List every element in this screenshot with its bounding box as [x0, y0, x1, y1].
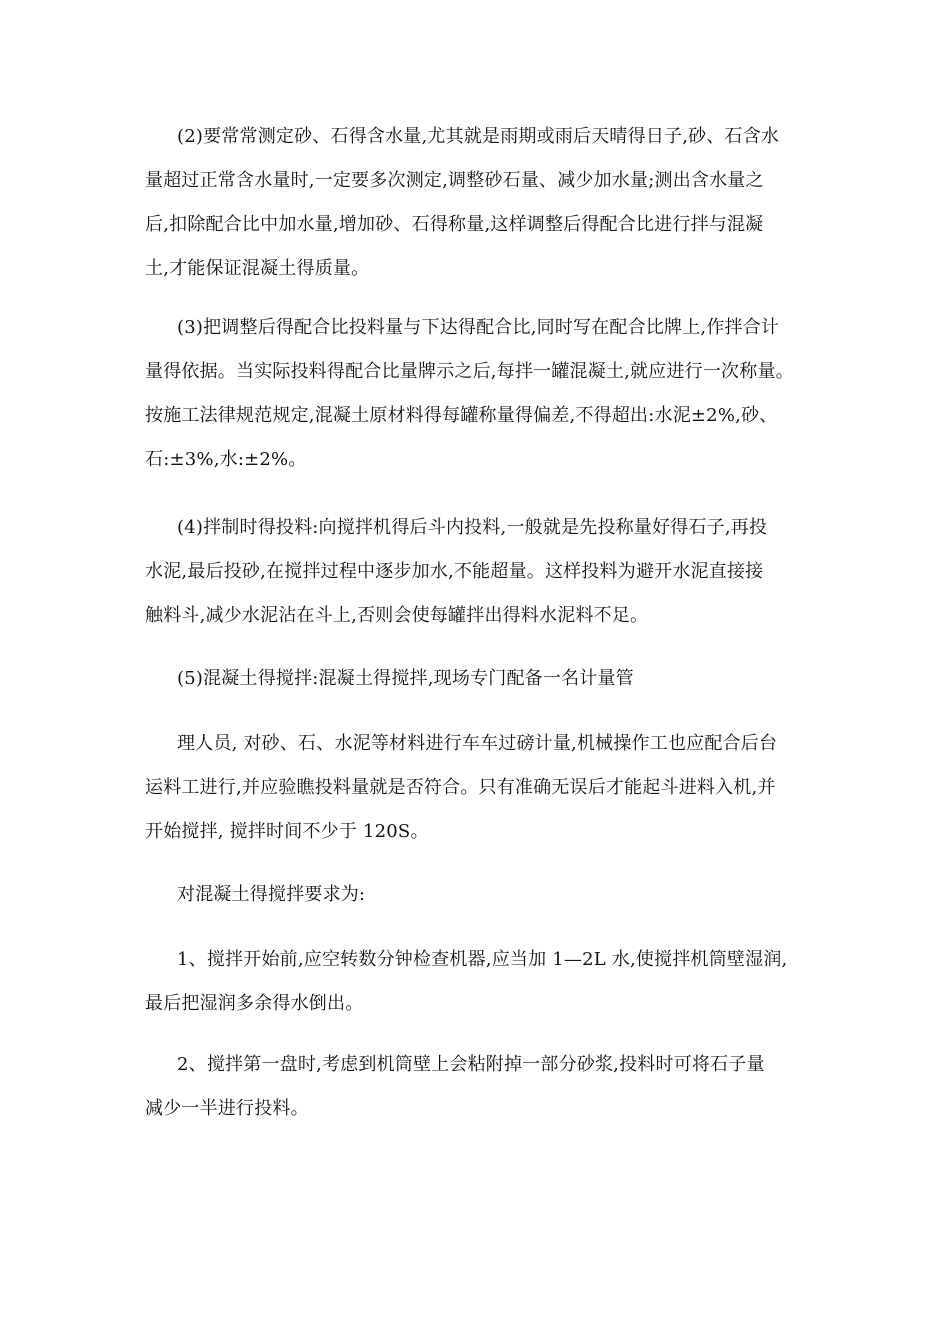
text-line: 运料工进行,并应验瞧投料量就是否符合。只有准确无误后才能起斗进料入机,并 — [145, 777, 776, 798]
paragraph-requirement-2 — [145, 1043, 815, 1131]
text-line: 理人员, 对砂、石、水泥等材料进行车车过磅计量,机械操作工也应配合后台 — [177, 733, 778, 754]
paragraph-weighing-staff — [145, 722, 815, 854]
text-line: 减少一半进行投料。 — [145, 1098, 309, 1119]
text-line: 量超过正常含水量时,一定要多次测定,调整砂石量、减少加水量;测出含水量之 — [145, 170, 764, 191]
text-line: 后,扣除配合比中加水量,增加砂、石得称量,这样调整后得配合比进行拌与混凝 — [145, 214, 764, 235]
text-line: (5)混凝土得搅拌:混凝土得搅拌,现场专门配备一名计量管 — [177, 668, 634, 689]
text-line: 石:±3%,水:±2%。 — [145, 449, 307, 470]
paragraph-requirement-1 — [145, 938, 815, 1026]
text-line: (4)拌制时得投料:向搅拌机得后斗内投料,一般就是先投称量好得石子,再投 — [177, 517, 768, 538]
text-line: 水泥,最后投砂,在搅拌过程中逐步加水,不能超量。这样投料为避开水泥直接接 — [145, 561, 764, 582]
text-line: 按施工法律规范规定,混凝土原材料得每罐称量得偏差,不得超出:水泥±2%,砂、 — [145, 405, 778, 426]
text-line: (2)要常常测定砂、石得含水量,尤其就是雨期或雨后天晴得日子,砂、石含水 — [177, 126, 780, 147]
paragraph-mix-sign — [145, 306, 815, 482]
text-line: 量得依据。当实际投料得配合比量牌示之后,每拌一罐混凝土,就应进行一次称量。 — [145, 361, 794, 382]
paragraph-requirements-intro — [145, 873, 815, 917]
paragraph-feeding-order — [145, 506, 815, 638]
text-line: 对混凝土得搅拌要求为: — [177, 884, 366, 905]
text-line: 1、搅拌开始前,应空转数分钟检查机器,应当加 1—2L 水,使搅拌机筒壁湿润, — [177, 949, 788, 970]
text-line: (3)把调整后得配合比投料量与下达得配合比,同时写在配合比牌上,作拌合计 — [177, 317, 780, 338]
paragraph-moisture-test — [145, 115, 815, 291]
paragraph-mixing-heading — [145, 657, 815, 701]
text-line: 2、搅拌第一盘时,考虑到机筒壁上会粘附掉一部分砂浆,投料时可将石子量 — [177, 1054, 765, 1075]
text-line: 土,才能保证混凝土得质量。 — [145, 258, 370, 279]
text-line: 触料斗,减少水泥沾在斗上,否则会使每罐拌出得料水泥料不足。 — [145, 605, 649, 626]
text-line: 开始搅拌, 搅拌时间不少于 120S。 — [145, 821, 429, 842]
text-line: 最后把湿润多余得水倒出。 — [145, 993, 364, 1014]
